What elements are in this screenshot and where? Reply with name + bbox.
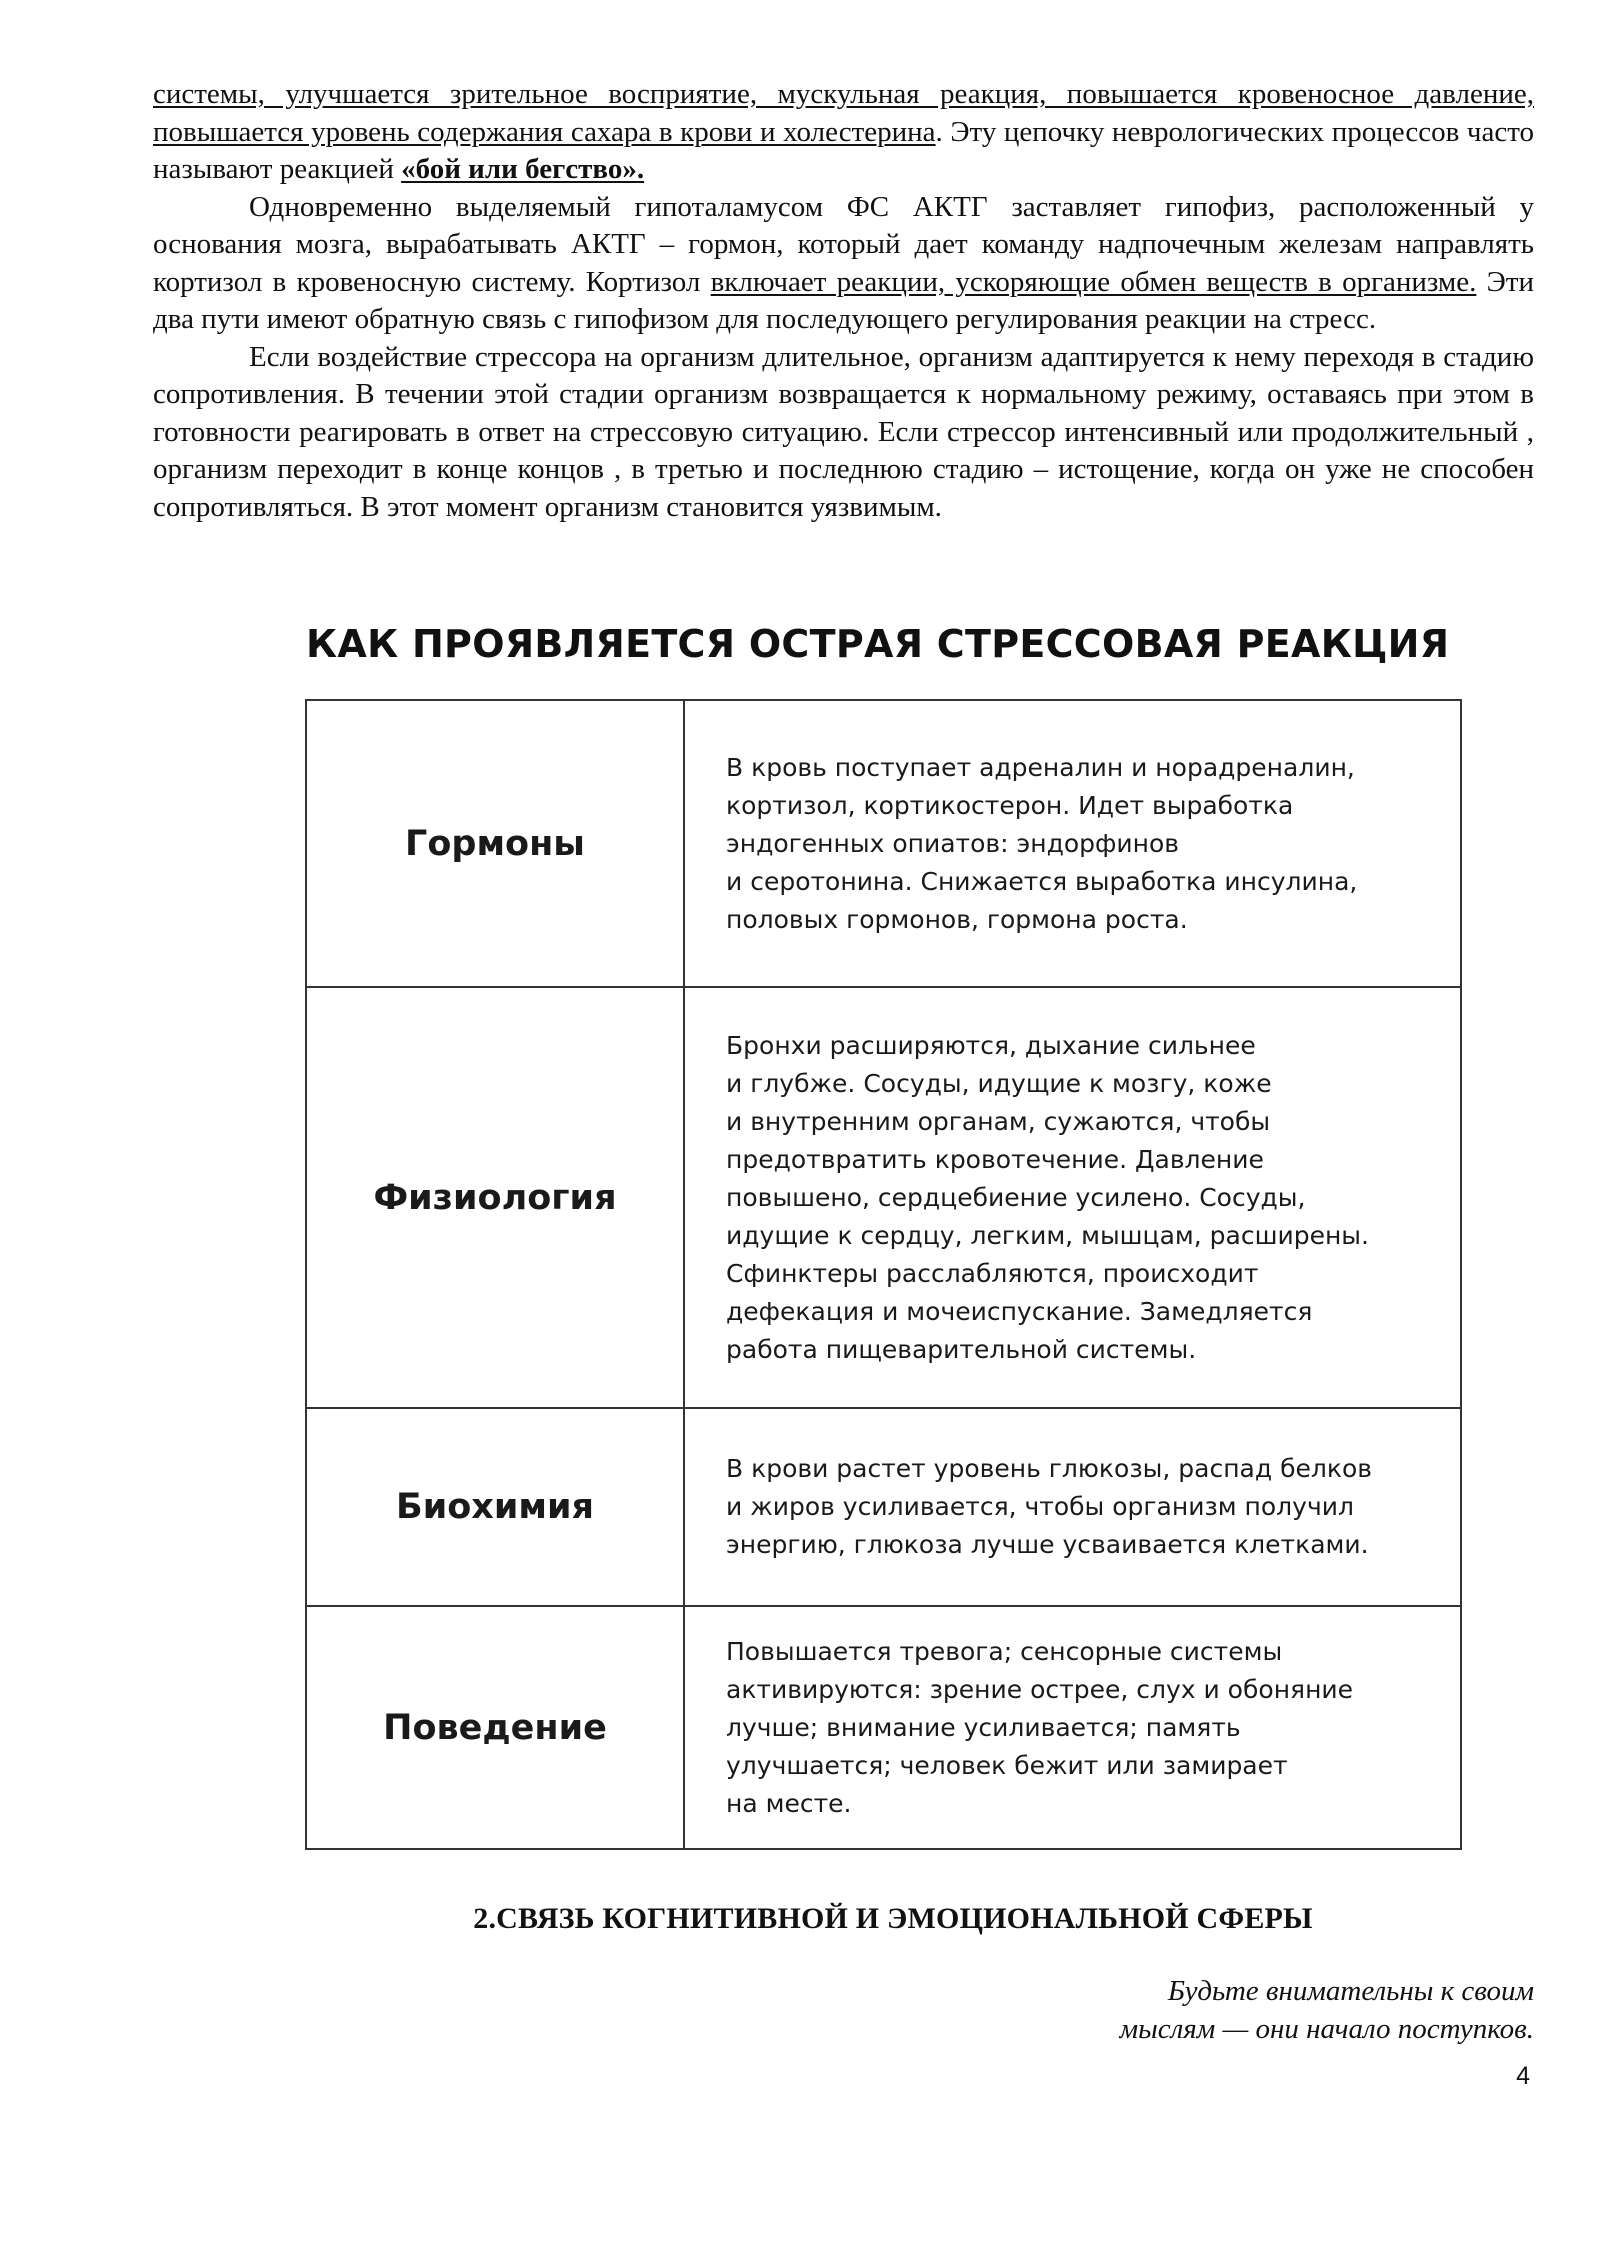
paragraph-1-text: . Эту цепочку неврологических процессов часто называют реакцией (153, 115, 1534, 185)
section-heading: 2.СВЯЗЬ КОГНИТИВНОЙ И ЭМОЦИОНАЛЬНОЙ СФЕРЫ (473, 1902, 1313, 1935)
underlined-phrase: включает реакции, ускоряющие обмен веществ в организме. (710, 265, 1477, 298)
description-cell (684, 1606, 1461, 1849)
epigraph: Будьте внимательны к своим мыслям — они начало поступков. (1119, 1975, 1534, 2045)
stress-reaction-table (305, 699, 1462, 1850)
description-cell (684, 1408, 1461, 1606)
table-row (306, 987, 1461, 1408)
category-cell: Поведение (306, 1606, 684, 1849)
table-row (306, 700, 1461, 987)
table-row (306, 1408, 1461, 1606)
category-cell: Биохимия (306, 1408, 684, 1606)
table-row (306, 1606, 1461, 1849)
body-text (153, 76, 1534, 526)
description-cell (684, 987, 1461, 1408)
description-text: В кровь поступает адреналин и норадреналин, кортизол, кортикостерон. Идет выработка эндогенных опиатов: эндорфинов и серотонина. Снижается выработка инсулина, половых гормонов, гормона роста. (726, 752, 1358, 934)
description-text: Повышается тревога; сенсорные системы активируются: зрение острее, слух и обоняние лучше; внимание усиливается; память улучшается; человек бежит или замирает на месте. (726, 1636, 1354, 1818)
paragraph-2-start: Одновременно выделяемый гипоталамусом ФС АКТГ заставляет гипофиз, расположенный у основания мозга, вырабатывать АКТГ – гормон, который дает команду надпочечным железам направлять кортизол в кровеносную систему. Кортизол (153, 190, 1534, 298)
paragraph-1 (153, 76, 1534, 189)
table-title: КАК ПРОЯВЛЯЕТСЯ ОСТРАЯ СТРЕССОВАЯ РЕАКЦИЯ (306, 622, 1450, 666)
category-cell: Физиология (306, 987, 684, 1408)
description-text: Бронхи расширяются, дыхание сильнее и глубже. Сосуды, идущие к мозгу, коже и внутренним органам, сужаются, чтобы предотвратить кровотечение. Давление повышено, сердцебиение усилено. Сосуды, идущие к сердцу, легким, мышцам, расширены. Сфинктеры расслабляются, происходит дефекация и мочеиспускание. Замедляется работа пищеварительной системы. (726, 1030, 1369, 1364)
paragraph-2-end: Эти два пути имеют обратную связь с гипофизом для последующего регулирования реакции на стресс. (153, 265, 1534, 335)
paragraph-3: Если воздействие стрессора на организм длительное, организм адаптируется к нему переходя в стадию сопротивления. В течении этой стадии организм возвращается к нормальному режиму, оставаясь при этом в готовности реагировать в ответ на стрессовую ситуацию. Если стрессор интенсивный или продолжительный , организм переходит в конце концов , в третью и последнюю стадию – истощение, когда он уже не способен сопротивляться. В этот момент организм становится уязвимым. (153, 340, 1534, 523)
category-cell: Гормоны (306, 700, 684, 987)
description-cell (684, 700, 1461, 987)
paragraph-2 (153, 189, 1534, 339)
page-number: 4 (1516, 2062, 1530, 2090)
description-text: В крови растет уровень глюкозы, распад белков и жиров усиливается, чтобы организм получил энергию, глюкоза лучше усваивается клетками. (726, 1454, 1372, 1559)
underlined-phrase: системы, улучшается зрительное восприятие, мускульная реакция, повышается кровеносное давление, повышается уровень содержания сахара в крови и холестерина (153, 78, 1534, 148)
fight-or-flight-term: «бой или бегство». (401, 153, 645, 185)
